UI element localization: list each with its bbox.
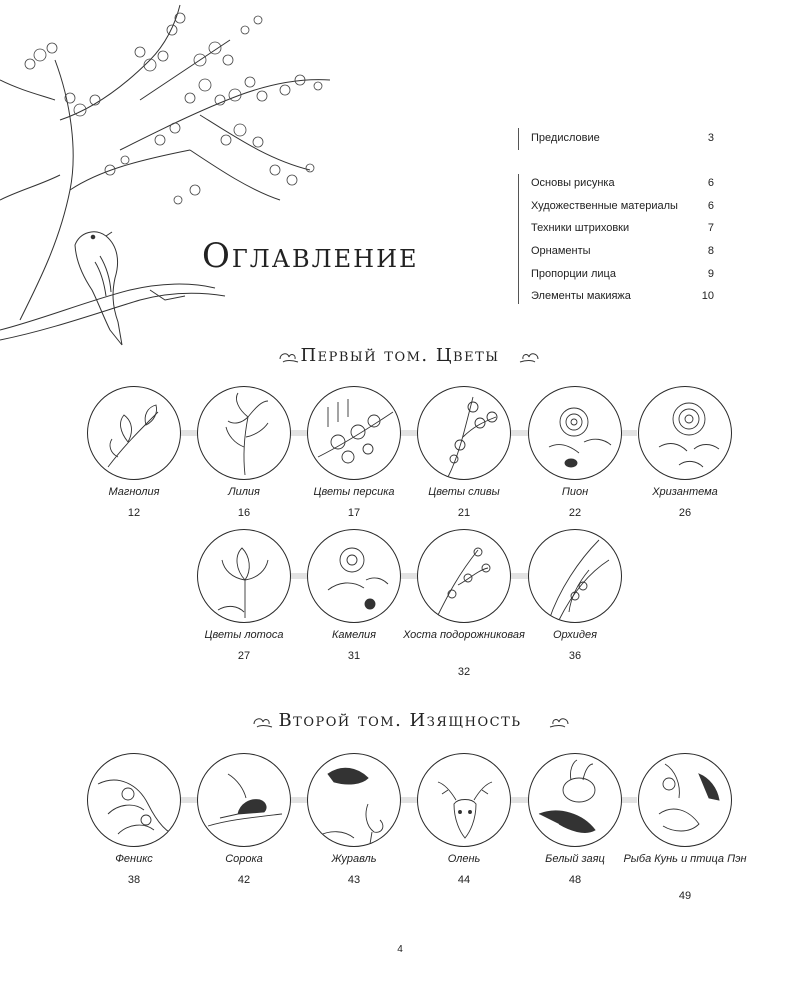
tile-name: Магнолия [108,486,160,498]
tile-page: 27 [237,650,251,662]
tile-page: 17 [347,507,361,519]
toc-entry[interactable] [531,268,714,284]
toc-entry-label: Художественные материалы [531,200,678,212]
toc-entry[interactable] [531,177,714,193]
page-title: Оглавление [202,236,419,276]
tile-name: Хризантема [652,486,718,498]
tile-name: Белый заяц [545,853,605,865]
toc-entry[interactable] [531,290,714,306]
tile-page: 36 [568,650,582,662]
toc-entry-label: Элементы макияжа [531,290,631,302]
tile-page: 21 [457,507,471,519]
tile-page: 49 [678,890,692,902]
toc-entry-label: Предисловие [531,132,600,144]
camellia-icon [307,529,401,623]
tile-page: 12 [127,507,141,519]
toc-entry-label: Орнаменты [531,245,591,257]
peony-icon [528,386,622,480]
toc-entry[interactable] [531,200,714,216]
tile-page: 44 [457,874,471,886]
volume2-header [0,710,800,740]
tile-name: Пион [561,486,589,498]
deer-icon [417,753,511,847]
toc-entry-label: Пропорции лица [531,268,616,280]
tile-name: Сорока [225,853,263,865]
tile-page: 22 [568,507,582,519]
toc-entry-page: 8 [707,245,714,257]
toc-entry-page: 6 [707,177,714,189]
tile-page: 43 [347,874,361,886]
toc-list [518,124,714,304]
toc-entry-page: 9 [707,268,714,280]
tile-page: 26 [678,507,692,519]
magpie-icon [197,753,291,847]
tile-name: Камелия [331,629,377,641]
tile-name: Орхидея [553,629,597,641]
toc-entry-label: Основы рисунка [531,177,615,189]
page-number: 4 [397,944,403,955]
crane-icon [307,753,401,847]
tile-name: Цветы сливы [428,486,500,498]
plum-blossom-icon [417,386,511,480]
lily-icon [197,386,291,480]
toc-entry-label: Техники штриховки [531,222,630,234]
magnolia-icon [87,386,181,480]
orchid-icon [528,529,622,623]
tile-name: Лилия [228,486,260,498]
tile-name: Цветы лотоса [204,629,284,641]
kun-peng-icon [638,753,732,847]
volume1-title: Первый том. Цветы [300,345,500,366]
tile-name: Рыба Кунь и птица Пэн [623,853,747,865]
tile-name: Хоста подорожниковая [403,629,525,641]
lotus-icon [197,529,291,623]
tile-page: 16 [237,507,251,519]
toc-entry-page: 7 [707,222,714,234]
toc-entry-page: 3 [707,132,714,144]
tile-page: 38 [127,874,141,886]
plum-branch-bird-illustration [0,0,460,360]
peach-blossom-icon [307,386,401,480]
tile-page: 32 [457,666,471,678]
hosta-icon [417,529,511,623]
volume1-header [0,345,800,375]
toc-entry[interactable] [531,245,714,261]
tile-name: Олень [447,853,481,865]
toc-entry[interactable] [531,222,714,238]
toc-divider [518,174,519,304]
toc-entry-page: 10 [701,290,714,302]
tile-page: 48 [568,874,582,886]
tile-name: Феникс [115,853,153,865]
chrysanthemum-icon [638,386,732,480]
tile-name: Цветы персика [313,486,395,498]
tile-page: 31 [347,650,361,662]
cloud-ornament-icon [518,349,540,365]
toc-entry[interactable] [531,132,714,148]
phoenix-icon [87,753,181,847]
toc-entry-page: 6 [707,200,714,212]
cloud-ornament-icon [548,714,570,730]
white-hare-icon [528,753,622,847]
tile-name: Журавль [331,853,377,865]
tile-page: 42 [237,874,251,886]
toc-divider [518,128,519,150]
volume2-title: Второй том. Изящность [278,710,522,731]
